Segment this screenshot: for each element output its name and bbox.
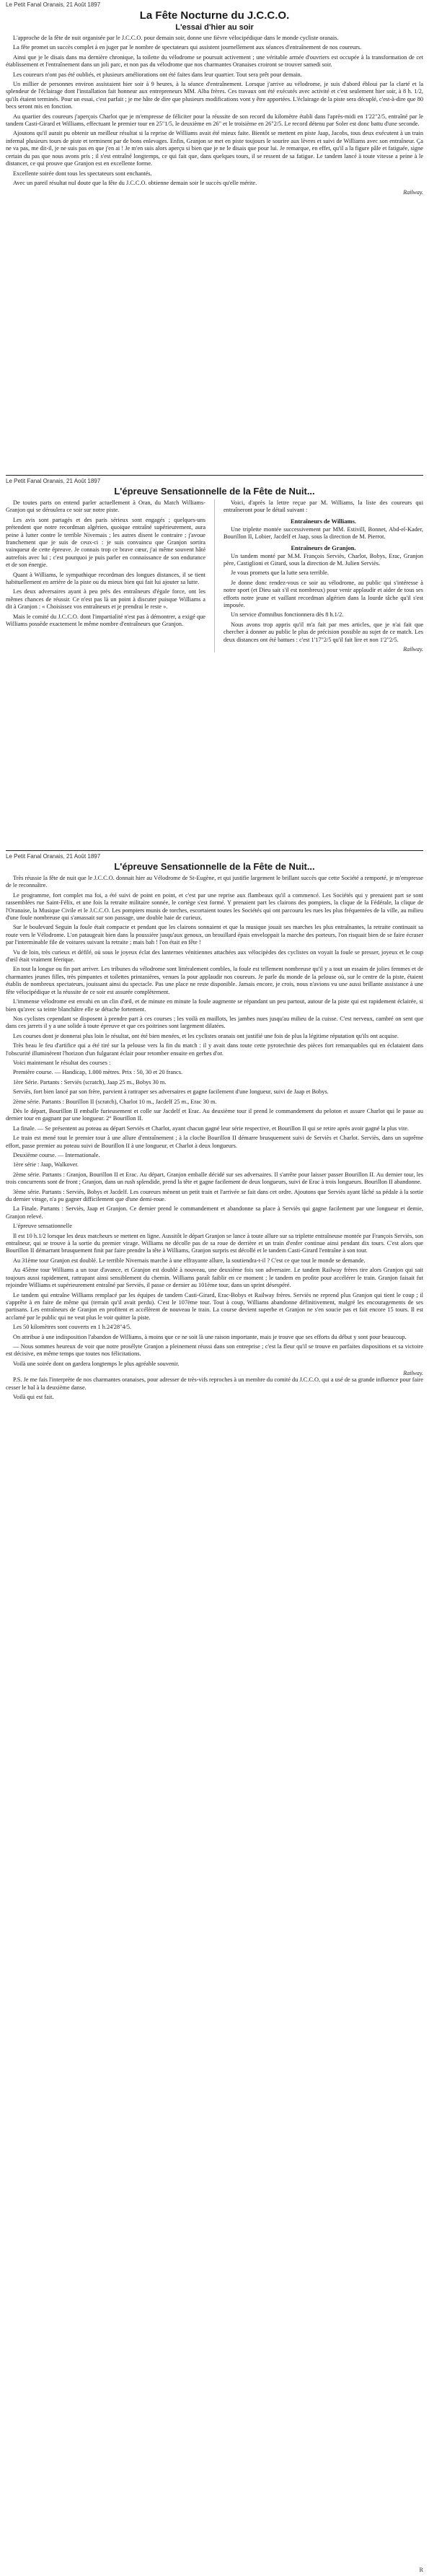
paragraph: Une triplette montée successivement par MM. Estivill, Bonnet, Abd-el-Kader, Bourillon II, Lobier, Jacdelf et Jaap, sous la direction de M. Pierrot. [224,525,423,541]
paragraph: Je donne donc rendez-vous ce soir au vélodrome, au public qui s'intéresse à notre sport (et Dieu sait s'il est nombreux) pour venir applaudir et aider de tous ses efforts notre jeune et vaillant recordman algérien dans la lourde tâche qu'il s'est imposée. [224,579,423,609]
column-left [6,499,205,652]
paragraph: Première course. — Handicap, 1.000 mètres. Prix : 50, 30 et 20 francs. [13,1069,183,1076]
paragraph: Dès le départ, Bourillon II emballe furieusement et colle sur Jacdelf et Erac. Au deuxième tour il prend le commandement du peloton et assure Charlot qui le passe au dernier tour en gagnant par une longueur. 2° Bourillon II. [6,1107,423,1122]
paragraph: Excellente soirée dont tous les spectateurs sont enchantés. [13,170,152,177]
paragraph: Les coureurs n'ont pas été oubliés, et plusieurs améliorations ont été faites dans leur quartier. Tout sera prêt pour demain. [13,71,302,78]
article-body [6,875,423,1368]
paragraph: Mais le comité du J.C.C.O. dont l'impartialité n'est pas à démontrer, a exigé que Williams possède exactement le même nombre d'entraîneurs que Granjon. [6,613,205,628]
subheading-granjon: Entraîneurs de Granjon. [291,543,356,551]
paragraph: Deuxième course. — Internationale. [13,1152,100,1158]
paragraph: Le programme, fort complet ma foi, a été suivi de point en point, et c'est par une reprise aux flambeaux qu'il a commencé. Les Sociétés qui y prenaient part se sont rassemblées rue Saint-Félix, et une fois la retraite militaire sonnée, le cortège s'est formé. Y prenaient part les clairons des pompiers, la clique de la Fédérale, la clique de l'Oranaise, la Musique Civile et le J.C.C.O. Les pompiers munis de torches, escortaient toutes les Sociétés qui ont parcouru les rues les plus fréquentées de la ville, au milieu d'une foule nombreuse qui s'amassait sur son passage, une double haie de curieux. [6,891,423,922]
paragraph: La fête promet un succès complet à en juger par le nombre de spectateurs qui assistent journellement aux séances d'entraînement de nos coureurs. [13,44,362,51]
paragraph: Voici maintenant le résultat des courses : [13,1059,111,1066]
paragraph: Il est 10 h.1/2 lorsque les deux matcheurs se mettent en ligne. Aussitôt le départ Granjon se lance à toute allure sur sa triplette entraîneuse montée par François Serviès, son entraîneur, qui se trouve à la sortie du premier virage. Williams ne décolle pas de sa roue de derrière et un train d'enfer continue ainsi pendant dix tours. C'est alors que Bourillon II démarrant brusquement finit par faire prendre la tête à Williams, Granjon surpris est décollé et le tandem Casti-Girard l'entraîne à son tour. [6,1232,423,1254]
paragraph: 1ère série : Jaap, Walkover. [13,1161,79,1169]
paragraph: Les courses dont je donnerai plus loin le résultat, ont été bien menées, et les cyclistes oranais ont justifié une fois de plus la légitime réputation qu'ils ont acquise. [13,1032,399,1039]
paragraph: En tout la longue ou fin part arriver. Les tribunes du vélodrome sont littéralement combles, la foule est tellement nombreuse qu'il y a tout un essaim de jolies femmes et de charmantes jeunes filles, très pimpantes et toilettes printanières, venues la pour applaudir nos coureurs. Je parle du monde de la pelouse où, sur le centre de la piste, étaient établis de nombreux spectateurs, jouissant ainsi du spectacle. Pas une place ne reste disponible. Jamais encore, je crois, nous n'avions vu une aussi brillante assistance à une fête vélocipédique et la réussite de ce soir est assurée complètement. [6,966,423,995]
paragraph: Voilà une soirée dont on gardera longtemps le plus agréable souvenir. [13,1360,180,1367]
paragraph: Les deux adversaires ayant à peu près des entraîneurs d'égale force, ont les mêmes chances de réussir. Ce n'est pas là un point à discuter puisque Williams a dit à Granjon : « Choisissez vos entraîneurs et je prendrai le reste ». [6,588,205,611]
paragraph: Nous avons trop appris qu'il m'a fait par mes articles, que je n'ai fait que chercher à donner au public le plus de précision possible au sujet de ce match. Les deux distances ont été battues : c'est 1'17"2/5 qu'il fait lire et non 1'2"2/5. [224,621,423,643]
paragraph: La Finale. Partants : Serviès, Jaap et Granjon. Ce dernier prend le commandement et abandonne sa place à Serviès qui gagne facilement par une longueur et demie, Granjon relevé. [6,1205,423,1220]
paragraph: Au 31ème tour Granjon est doublé. Le terrible Nivernais marche à une effrayante allure, la soutiendra-t-il ? C'est ce que tout le monde se demande. [13,1257,366,1264]
article-fete-nocturne [6,1,423,196]
paragraph: Très beau le feu d'artifice qui a été tiré sur la pelouse vers la fin du match : il y avait dans toute cette pyrotechnie des pièces fort remarquables qui en éclataient dans l'obscurité illuminèrent l'horizon d'un fulgurant éclair pour retomber ensuite en gerbes d'or. [6,1042,423,1057]
paragraph: — Nous sommes heureux de voir que notre prosélyte Granjon a pleinement réussi dans son entreprise ; c'est la fleur qu'il se trouve en parfaites dispositions et sa victoire est décisive, en même temps que toutes nos félicitations. [6,1342,423,1358]
paragraph: Nos cyclistes cependant se disposent à prendre part à ces courses ; les voilà en maillots, les jambes nues jusqu'au milieu de la cuisse. C'est nerveux, cambré on sent que dans ces jarrets il y a une solide à toute épreuve et que ces poitrines sont largement dilatées. [6,1015,423,1030]
divider [6,475,423,476]
paragraph: De toutes parts on entend parler actuellement à Oran, du Match Williams-Granjon qui se déroulera ce soir sur notre piste. [6,499,205,514]
subheading-williams: Entraîneurs de Williams. [290,517,357,525]
paragraph: Un service d'omnibus fonctionnera dès 8 h.1/2. [231,611,344,619]
divider [6,850,423,851]
column-right [224,499,423,652]
article-signature: Railway. [403,189,423,196]
paragraph: L'immense vélodrome est envahi en un clin d'œil, et de minute en minute la foule augmente se répandant un peu partout, autour de la piste qui est rapidement éclairée, si bien qu'avec sa teinte blanchâtre elle se détache fortement. [6,998,423,1013]
article-signature: Railway. [403,1370,423,1377]
paragraph: Avec un pareil résultat nul doute que la fête du J.C.C.O. obtienne demain soir le succès qu'elle mérite. [13,179,257,186]
paragraph: L'épreuve sensationnelle [13,1223,72,1230]
paragraph: Les 50 kilomètres sont couverts en 1 h.24'28"4/5. [13,1324,132,1331]
article-signature: Railway. [403,646,423,653]
paragraph: Le tandem qui entraîne Williams remplacé par les équipes de tandem Casti-Girard, Erac-Bobys et Railway frères. Serviès ne reprend plus Granjon qui tient le coup ; il s'apprête à en faire de même qui (terrain qu'il avait perdu). C'est le 107ème tour. Tout à coup, Williams abandonne définitivement, malgré les encouragements de ses partisans. Les entraîneurs de Granjon en profitent et accélèrent de nouveau le train. La course devient superbe et Granjon ne s'en soucie pas et fait encore 15 tours. Il est acclamé par le public qui ne veut plus le voir quitter la piste. [6,1291,423,1321]
article-source: Le Petit Fanal Oranais, 21 Août 1897 [6,478,101,484]
paragraph: Ainsi que je le disais dans ma dernière chronique, la toilette du vélodrome se poursuit activement ; une véritable armée d'ouvriers est occupée à la transformation de cet établissement et l'entraînement dans un joli parc, et non pas du vélodrome que nos charmantes Oranaises croiront se trouver samedi soir. [6,53,423,69]
paragraph: La finale. — Se présentent au poteau au départ Serviès et Charlot, ayant chacun gagné leur série respective, et Bourillon II qui se retire après avoir gagné la plus vite. [13,1125,410,1132]
article-title: La Fête Nocturne du J.C.C.O. [139,9,290,22]
paragraph: Quant à Williams, le sympathique recordman des longues distances, il se tient habituellement en arrière de la piste ou du mieux bien qui fait lui ajouter sa lutte. [6,571,205,586]
article-source: Le Petit Fanal Oranais, 21 Août 1897 [6,853,101,860]
paragraph: Au quartier des coureurs j'aperçois Charlot que je m'empresse de féliciter pour la réussite de son record du kilomètre établi dans l'après-midi en 1'22"2/5, entraîné par le tandem Casti-Girard et Williams, effectuant le premier tour en 25"1/5, le deuxième en 26" et le troisième en 26"2/5. Le record détenu par Soler est donc battu d'une seconde. [6,113,423,128]
paragraph: Ajoutons qu'il aurait pu obtenir un meilleur résultat si la reprise de Williams avait été mieux faite. Bientôt se mettent en piste Jaap, Jacobs, tous deux exécutent à un train infernal plusieurs tours de piste et terminent par de bons enlevages. Enfin, Granjon se met en piste toujours le sourire aux lèvres et suivi de Williams avec son entraîneur. Ça ne va pas, me dit-il, je ne suis pas en que j'en ai ! Je m'en suis alors aperçu si bien que je ne le disais que pour lui. Je remarque, en effet, qu'il a la figure pâle et fatiguée, signe certain du pas que nous avons pris ; il s'est entraîné longtemps, ce qui fait que, dans quelques tours, il se ressent de sa fatigue. Le tandem lancé à toute vitesse a peine à le distancer, ce qui prouve que Granjon est en excellente forme. [6,130,423,167]
paragraph: Très réussie la fête de nuit que le J.C.C.O. donnait hier au Vélodrome de St-Eugène, et qui justifie largement le brillant succès que cette Société a remporté, je m'empresse de le reconnaître. [6,875,423,889]
postscript: P.S. Je me fais l'interprète de nos charmantes oranaises, pour adresser de très-vifs reproches à un membre du comité du J.C.C.O, qui a usé de sa grande influence pour faire cesser le bal à la deuxième danse. [6,1376,423,1391]
paragraph: Voici, d'après la lettre reçue par M. Williams, la liste des coureurs qui entraîneront pour le détail suivant : [224,499,423,514]
paragraph: Vu de loin, très curieux et défilé, où sous le joyeux éclat des lanternes vénitiennes attachées aux vélocipèdes des cyclistes on voyait la foule se presser, joyeux et le coup d'œil était vraiment féerique. [6,948,423,964]
article-body [6,35,423,187]
paragraph: Au 45ème tour Williams a un tour d'avance, et Granjon est doublé à nouveau, une deuxième fois son adversaire. Le tandem Railway frères tire alors Granjon qui sait toujours aussi rapidement, rattrapant ainsi sensiblement du chemin. Williams paraît faiblir en ce moment ; le tandem en profite pour accélérer le train. Granjon faisait fut rejoindre Williams et supérieurement entraîné par Serviès, il passe ce dernier au 101ème tour, dans un sprint désespéré. [6,1267,423,1289]
paragraph: 2ème série. Partants : Granjon, Bourillon II et Erac. Au départ, Granjon emballe décidé sur ses adversaires. Il s'arrête pour laisser passer Bourillon II. Au dernier tour, les trois concurrents sont de front ; Granjon, dans un rush splendide, prend la tête et gagne facilement de deux longueurs, suivi de Erac à trois longueurs. Bourillon II abandonne. [6,1171,423,1186]
paragraph: L'approche de la fête de nuit organisée par le J.C.C.O. pour demain soir, donne une fièvre vélocipédique dans le monde cycliste oranais. [13,35,339,41]
article-epreuve-result [6,848,423,1403]
article-columns [6,499,423,652]
paragraph: Je vous promets que la lutte sera terrible. [231,569,329,577]
paragraph: Les avis sont partagés et des paris sérieux sont engagés ; quelques-uns prétendent que notre recordman algérien, quoique entraîné supérieurement, aura peine à lutter contre le terrible Nivernais ; les autres disent le contraire ; j'avoue franchement que je suis de ceux-ci : je suis convaincu que Granjon sortira vainqueur de cette épreuve. Je connais trop ce brave cœur, j'ai même souvent hâté autrefois avec lui ; c'est pourquoi je puis parler en connaissance de son endurance et de son énergie. [6,516,205,569]
article-epreuve-preview [6,473,423,652]
paragraph: Sur le boulevard Seguin la foule était compacte et pendant que les clairons sonnaient et que la musique jouait ses marches les plus entraînantes, la retraite continuait sa route vers le Vélodrome. L'on pataugeait bien dans la poussière jusqu'aux genoux, un brouillard épais enveloppait la marche des porteurs, l'on risquait bien de se faire écraser par l'interminable file de voitures suivant la retraite ; mais bah ! l'on était en fête ! [6,924,423,946]
paragraph: On attribue à une indisposition l'abandon de Williams, à moins que ce ne soit là une raison importante, mais je trouve que ses efforts du début y sont pour beaucoup. [13,1333,407,1340]
article-title: L'épreuve Sensationnelle de la Fête de Nuit... [114,486,315,497]
article-source: Le Petit Fanal Oranais, 21 Août 1897 [6,1,101,8]
paragraph: 2ème série. Partants : Bourillon II (scratch), Charlot 10 m., Jacdelf 25 m., Erac 30 m. [13,1098,217,1105]
paragraph: Un tandem monté par M.M. François Serviès, Charlot, Bobys, Erac, Granjon père, Castiglioni et Girard, sous la direction de M. Julien Serviès. [224,552,423,567]
article-subtitle: L'essai d'hier au soir [175,23,254,32]
column-divider [214,499,215,652]
paragraph: Un millier de personnes environ assistaient hier soir à 9 heures, à la séance d'entraînement. Lorsque j'arrive au vélodrome, je suis d'abord ébloui par la clarté et la splendeur de l'éclairage dont l'installation fait honneur aux entrepreneurs MM. Alba frères. Ces travaux ont été exécutés avec activité et c'est seulement hier soir, à 8 h. 1/2, qu'ils étaient terminés. Pour un essai, c'est parfait ; je me hâte de dire que plusieurs modifications vont y être apportées. L'éclairage de la piste sera décuplé, c'est-à-dire que 80 becs seront mis en fonction. [6,81,423,110]
paragraph: 3ème série. Partants : Serviès, Bobys et Jacdelf. Les coureurs mènent un petit train et l'arrivée se fait dans cet ordre. Ajoutons que Serviès ayant lâché sa pédale à la sortie du dernier virage, n'a pu gagner difficilement que d'une demi-roue. [6,1188,423,1203]
paragraph: 1ère Série. Partants : Serviès (scratch), Jaap 25 m., Bobys 30 m. [13,1078,167,1086]
closing-line: Voilà qui est fait. [13,1393,54,1400]
paragraph: Serviès, fort bien lancé par son frère, parvient à rattraper ses adversaires et gagne facilement d'une longueur, suivi de Jaap et Bobys. [13,1088,329,1096]
paragraph: Le train est mené tout le premier tour à une allure d'entraînement ; à la cloche Bourillon II démarre brusquement suivi de Serviès et Charlot. Serviès, dans un suprême effort, passe premier au poteau suivi de Bourillon II à une longueur, et Charlot à deux longueurs. [6,1135,423,1149]
article-title: L'épreuve Sensationnelle de la Fête de Nuit... [114,861,315,872]
corner-mark: R [419,2567,423,2573]
